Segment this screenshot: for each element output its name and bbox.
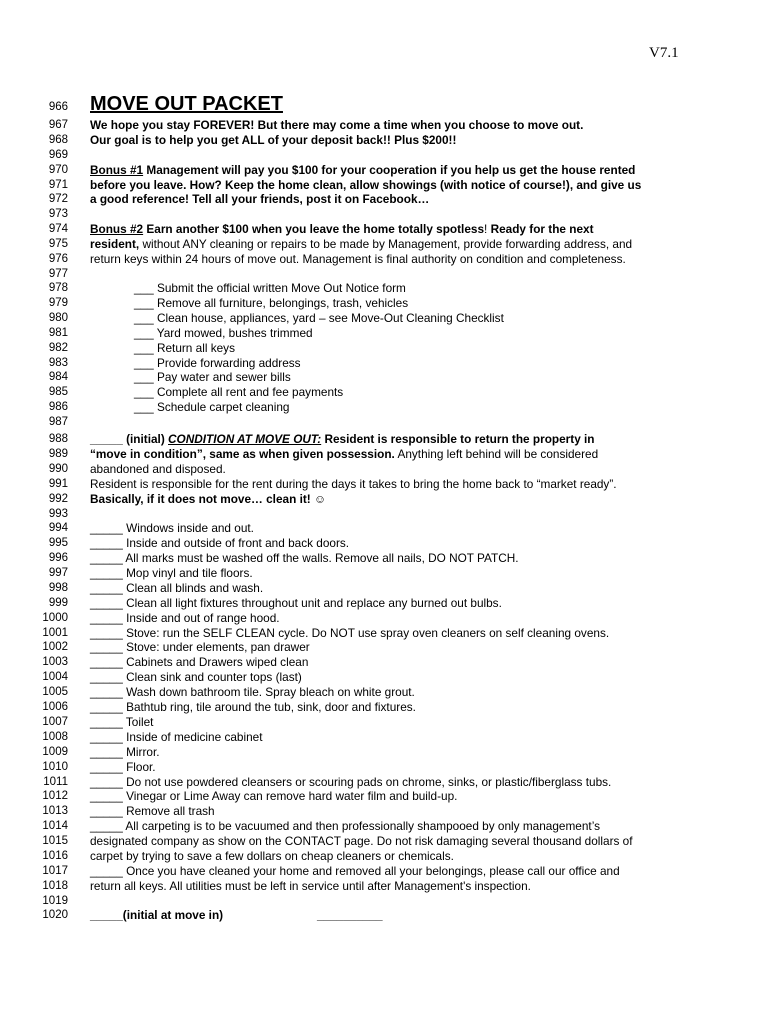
line-number: 1014 bbox=[42, 820, 68, 832]
line-number: 968 bbox=[48, 134, 68, 146]
line-number: 999 bbox=[48, 597, 68, 609]
line-number: 966 bbox=[48, 101, 68, 113]
checklist2-item: _____ Stove: under elements, pan drawer bbox=[90, 640, 310, 654]
line-number: 975 bbox=[48, 238, 68, 250]
line-number: 971 bbox=[48, 179, 68, 191]
bonus2-line-1 bbox=[90, 222, 594, 236]
version-label: V7.1 bbox=[649, 45, 679, 61]
line-number: 1006 bbox=[42, 701, 68, 713]
checklist1-item: ___ Pay water and sewer bills bbox=[134, 370, 291, 384]
line-number: 972 bbox=[48, 193, 68, 205]
condition-line-1 bbox=[90, 432, 595, 446]
line-number: 992 bbox=[48, 493, 68, 505]
footer-initial: _____(initial at move in) bbox=[90, 908, 224, 922]
condition-initial: (initial) bbox=[122, 432, 169, 446]
condition-text-2b: Anything left behind will be considered bbox=[394, 447, 599, 461]
condition-line-3: abandoned and disposed. bbox=[90, 462, 226, 476]
checklist2-item: _____ Vinegar or Lime Away can remove hard water film and build-up. bbox=[90, 789, 458, 803]
checklist2-item: _____ Toilet bbox=[90, 715, 154, 729]
line-number: 1009 bbox=[42, 746, 68, 758]
checklist2-item: _____ All marks must be washed off the walls. Remove all nails, DO NOT PATCH. bbox=[90, 551, 519, 565]
bonus1-line-2: before you leave. How? Keep the home clean, allow showings (with notice of course!), and give us bbox=[90, 178, 642, 192]
line-number: 980 bbox=[48, 312, 68, 324]
line-number: 1000 bbox=[42, 612, 68, 624]
condition-line-2 bbox=[90, 447, 598, 461]
final-line-2: return all keys. All utilities must be left in service until after Management's inspection. bbox=[90, 879, 531, 893]
bonus2-text-2b: without ANY cleaning or repairs to be made by Management, provide forwarding address, and bbox=[139, 237, 633, 251]
line-number: 1020 bbox=[42, 909, 68, 921]
checklist1-item: ___ Return all keys bbox=[134, 341, 235, 355]
checklist2-item: _____ Clean sink and counter tops (last) bbox=[90, 670, 302, 684]
condition-text-2a: “move in condition”, same as when given possession. bbox=[90, 447, 395, 461]
checklist2-item: _____ Inside of medicine cabinet bbox=[90, 730, 263, 744]
line-number: 976 bbox=[48, 253, 68, 265]
checklist2-item: _____ Windows inside and out. bbox=[90, 521, 254, 535]
page-title: MOVE OUT PACKET bbox=[90, 93, 283, 115]
carpet-line-1: designated company as show on the CONTACT page. Do not risk damaging several thousand dollars of bbox=[90, 834, 633, 848]
line-number: 1004 bbox=[42, 671, 68, 683]
checklist2-item: _____ Bathtub ring, tile around the tub, sink, door and fixtures. bbox=[90, 700, 416, 714]
line-number: 970 bbox=[48, 164, 68, 176]
line-number: 991 bbox=[48, 478, 68, 490]
bonus2-label: Bonus #2 bbox=[90, 222, 144, 236]
line-number: 1007 bbox=[42, 716, 68, 728]
line-number: 974 bbox=[48, 223, 68, 235]
line-number: 994 bbox=[48, 522, 68, 534]
checklist2-item: _____ Stove: run the SELF CLEAN cycle. Do NOT use spray oven cleaners on self cleaning ovens. bbox=[90, 626, 610, 640]
line-number: 1016 bbox=[42, 850, 68, 862]
checklist1-item: ___ Yard mowed, bushes trimmed bbox=[134, 326, 313, 340]
line-number: 969 bbox=[48, 149, 68, 161]
line-number: 989 bbox=[48, 448, 68, 460]
condition-line-4: Resident is responsible for the rent during the days it takes to bring the home back to “market ready”. bbox=[90, 477, 617, 491]
intro-line-1: We hope you stay FOREVER! But there may come a time when you choose to move out. bbox=[90, 118, 584, 132]
bonus1-text-1: Management will pay you $100 for your cooperation if you help us get the house rented bbox=[143, 163, 636, 177]
checklist1-item: ___ Submit the official written Move Out Notice form bbox=[134, 281, 406, 295]
condition-blank: _____ bbox=[90, 432, 123, 446]
bonus1-label: Bonus #1 bbox=[90, 163, 144, 177]
condition-text-1: Resident is responsible to return the property in bbox=[321, 432, 595, 446]
line-number: 985 bbox=[48, 386, 68, 398]
bonus2-text-2a: resident, bbox=[90, 237, 140, 251]
line-number: 978 bbox=[48, 282, 68, 294]
checklist2-item: _____ Do not use powdered cleansers or scouring pads on chrome, sinks, or plastic/fiberglass tubs. bbox=[90, 775, 612, 789]
bonus2-line-3: return keys within 24 hours of move out. Management is final authority on condition and completeness. bbox=[90, 252, 626, 266]
line-number: 982 bbox=[48, 342, 68, 354]
checklist2-item: _____ Remove all trash bbox=[90, 804, 215, 818]
checklist2-item: _____ Clean all blinds and wash. bbox=[90, 581, 264, 595]
bonus2-text-1c: Ready for the next bbox=[490, 222, 594, 236]
line-number: 988 bbox=[48, 433, 68, 445]
line-number: 973 bbox=[48, 208, 68, 220]
line-number: 995 bbox=[48, 537, 68, 549]
line-number: 1005 bbox=[42, 686, 68, 698]
line-number: 1018 bbox=[42, 880, 68, 892]
bonus2-text-1: Earn another $100 when you leave the home totally spotless bbox=[143, 222, 485, 236]
line-number: 1017 bbox=[42, 865, 68, 877]
checklist1-item: ___ Remove all furniture, belongings, trash, vehicles bbox=[134, 296, 409, 310]
checklist1-item: ___ Clean house, appliances, yard – see Move-Out Cleaning Checklist bbox=[134, 311, 504, 325]
bonus1-line-3: a good reference! Tell all your friends, post it on Facebook… bbox=[90, 192, 430, 206]
checklist1-item: ___ Provide forwarding address bbox=[134, 356, 301, 370]
footer-signature-blank: __________ bbox=[317, 908, 383, 922]
carpet-line-2: carpet by trying to save a few dollars on cheap cleaners or chemicals. bbox=[90, 849, 454, 863]
line-number: 1003 bbox=[42, 656, 68, 668]
bonus2-text-1b: ! bbox=[484, 222, 491, 236]
line-number: 1019 bbox=[42, 895, 68, 907]
checklist2-item: _____ All carpeting is to be vacuumed and then professionally shampooed by only management’s bbox=[90, 819, 600, 833]
line-number: 981 bbox=[48, 327, 68, 339]
line-number: 987 bbox=[48, 416, 68, 428]
final-line-1: _____ Once you have cleaned your home and removed all your belongings, please call our office and bbox=[90, 864, 620, 878]
condition-line-5: Basically, if it does not move… clean it! ☺ bbox=[90, 492, 327, 506]
intro-line-2: Our goal is to help you get ALL of your deposit back!! Plus $200!! bbox=[90, 133, 457, 147]
line-number: 1013 bbox=[42, 805, 68, 817]
line-number: 979 bbox=[48, 297, 68, 309]
checklist2-item: _____ Mop vinyl and tile floors. bbox=[90, 566, 253, 580]
checklist2-item: _____ Inside and out of range hood. bbox=[90, 611, 280, 625]
bonus1-line-1 bbox=[90, 163, 635, 177]
bonus2-line-2 bbox=[90, 237, 632, 251]
checklist1-item: ___ Schedule carpet cleaning bbox=[134, 400, 290, 414]
line-number: 1008 bbox=[42, 731, 68, 743]
checklist2-item: _____ Floor. bbox=[90, 760, 156, 774]
checklist2-item: _____ Inside and outside of front and back doors. bbox=[90, 536, 350, 550]
line-number: 990 bbox=[48, 463, 68, 475]
line-number: 977 bbox=[48, 268, 68, 280]
line-number: 1010 bbox=[42, 761, 68, 773]
line-number: 1002 bbox=[42, 641, 68, 653]
checklist2-item: _____ Cabinets and Drawers wiped clean bbox=[90, 655, 309, 669]
checklist2-item: _____ Mirror. bbox=[90, 745, 160, 759]
line-number: 984 bbox=[48, 371, 68, 383]
line-number: 1012 bbox=[42, 790, 68, 802]
condition-heading: CONDITION AT MOVE OUT: bbox=[168, 432, 322, 446]
checklist2-item: _____ Wash down bathroom tile. Spray bleach on white grout. bbox=[90, 685, 415, 699]
line-number: 996 bbox=[48, 552, 68, 564]
line-number: 993 bbox=[48, 508, 68, 520]
line-number: 997 bbox=[48, 567, 68, 579]
checklist1-item: ___ Complete all rent and fee payments bbox=[134, 385, 344, 399]
line-number: 1015 bbox=[42, 835, 68, 847]
line-number: 983 bbox=[48, 357, 68, 369]
line-number: 1011 bbox=[43, 776, 68, 788]
checklist2-item: _____ Clean all light fixtures throughout unit and replace any burned out bulbs. bbox=[90, 596, 502, 610]
line-number: 998 bbox=[48, 582, 68, 594]
line-number: 1001 bbox=[42, 627, 68, 639]
line-number: 986 bbox=[48, 401, 68, 413]
line-number: 967 bbox=[48, 119, 68, 131]
